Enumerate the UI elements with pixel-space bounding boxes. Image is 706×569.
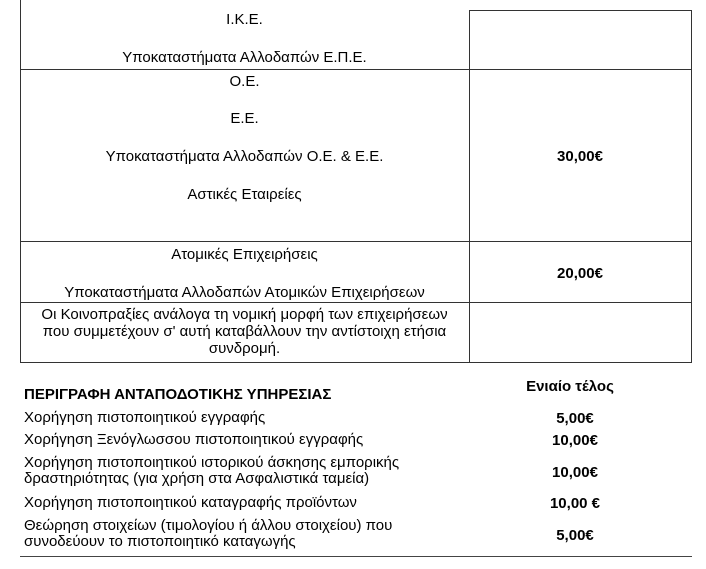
joint-venture-note: συνδρομή. xyxy=(208,340,281,357)
company-type-label: Ι.Κ.Ε. xyxy=(226,11,263,28)
subscription-price: 20,00€ xyxy=(557,265,603,282)
service-row-description xyxy=(24,495,464,511)
service-row-description xyxy=(24,455,464,487)
services-fee-header: Ενιαίο τέλος xyxy=(526,378,614,395)
company-type-label: Αστικές Εταιρείες xyxy=(187,186,302,203)
upper-table-mid-border xyxy=(469,10,470,362)
upper-table-bottom-border xyxy=(20,362,692,363)
row-divider xyxy=(20,302,692,303)
service-description-line: δραστηριότητας (για χρήση στα Ασφαλιστικά ταμεία) xyxy=(24,470,370,487)
service-description-line: συνοδεύουν το πιστοποιητικό καταγωγής xyxy=(24,533,296,550)
row-divider xyxy=(20,69,692,70)
service-fee: 10,00€ xyxy=(552,432,598,449)
service-description-line: Χορήγηση πιστοποιητικού εγγραφής xyxy=(24,409,266,426)
upper-table-top-border-right xyxy=(469,10,692,11)
service-row-description xyxy=(24,432,464,448)
services-description-header: ΠΕΡΙΓΡΑΦΗ ΑΝΤΑΠΟΔΟΤΙΚΗΣ ΥΠΗΡΕΣΙΑΣ xyxy=(24,386,332,403)
company-type-label: Ατομικές Επιχειρήσεις xyxy=(171,246,318,263)
company-type-label: Υποκαταστήματα Αλλοδαπών Ατομικών Επιχειρήσεων xyxy=(64,284,425,301)
subscription-price: 30,00€ xyxy=(557,148,603,165)
service-description-line: Χορήγηση πιστοποιητικού καταγραφής προϊόντων xyxy=(24,494,357,511)
service-fee: 10,00 € xyxy=(549,495,601,512)
company-type-label: Υποκαταστήματα Αλλοδαπών Ο.Ε. & Ε.Ε. xyxy=(105,148,384,165)
service-description-line: Χορήγηση πιστοποιητικού ιστορικού άσκησης εμπορικής xyxy=(24,454,400,471)
upper-table-right-border xyxy=(691,10,692,362)
company-type-label: Υποκαταστήματα Αλλοδαπών Ε.Π.Ε. xyxy=(122,49,367,66)
service-description-line: Χορήγηση Ξενόγλωσσου πιστοποιητικού εγγραφής xyxy=(24,431,364,448)
service-row-description xyxy=(24,410,464,426)
joint-venture-note: που συμμετέχουν σ' αυτή καταβάλλουν την αντίστοιχη ετήσια xyxy=(42,323,447,340)
service-fee: 5,00€ xyxy=(556,527,594,544)
row-divider xyxy=(20,241,692,242)
service-description-line: Θεώρηση στοιχείων (τιμολογίου ή άλλου στοιχείου) που xyxy=(24,517,393,534)
service-fee: 10,00€ xyxy=(552,464,598,481)
service-row-description xyxy=(24,518,464,550)
company-type-label: Ο.Ε. xyxy=(229,73,260,90)
service-fee: 5,00€ xyxy=(556,410,594,427)
company-type-label: Ε.Ε. xyxy=(230,110,259,127)
services-table-bottom-border xyxy=(20,556,692,557)
joint-venture-note: Οι Κοινοπραξίες ανάλογα τη νομική μορφή των επιχειρήσεων xyxy=(41,306,448,323)
